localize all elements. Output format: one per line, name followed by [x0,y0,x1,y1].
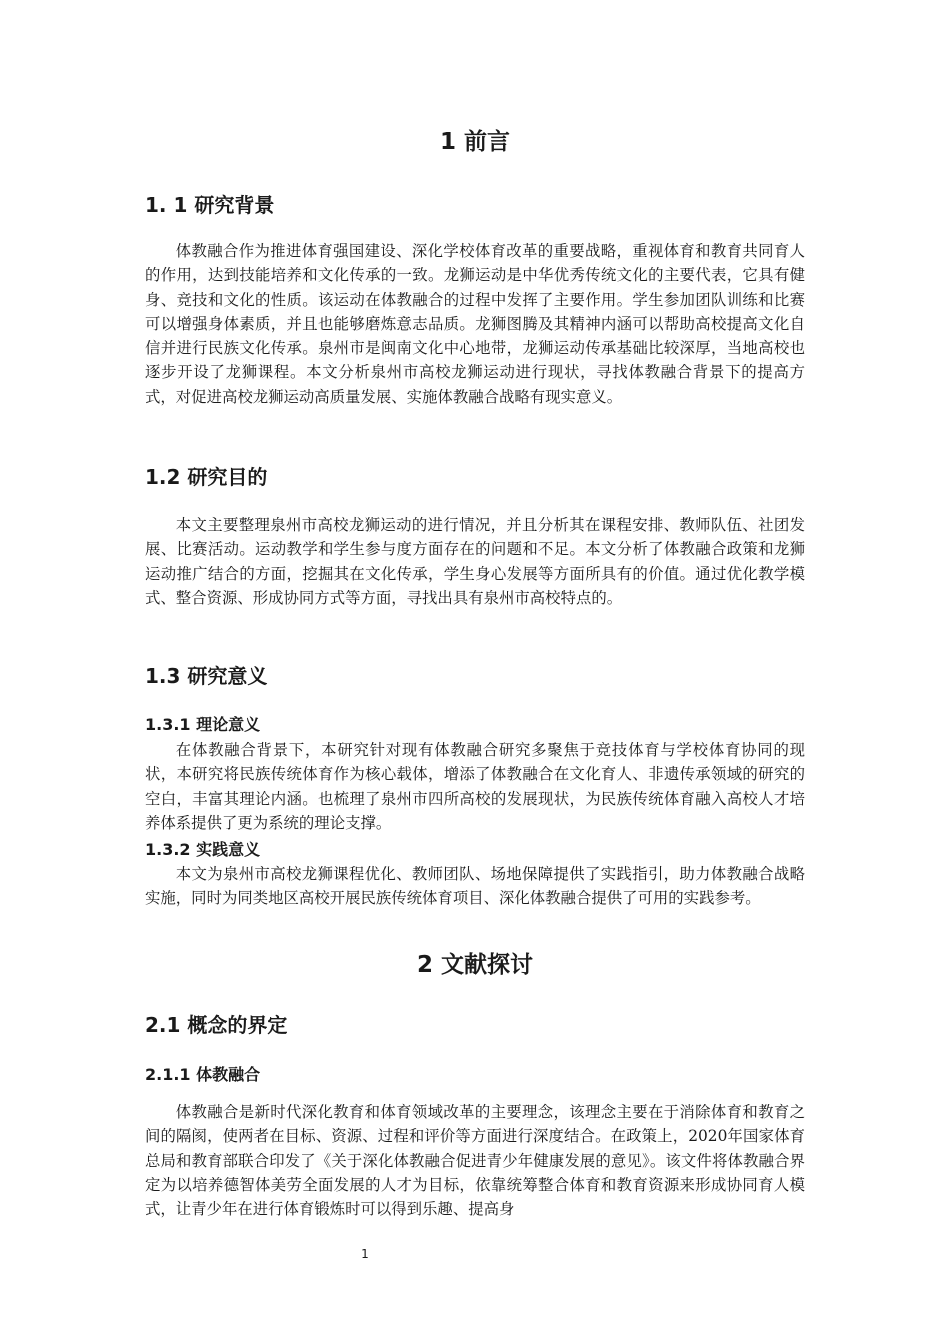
chapter-1-title: 1 前言 [439,129,510,155]
section-2-1-1-title: 2.1.1 体教融合 [145,1065,261,1084]
section-2-1-title: 2.1 概念的界定 [145,1013,288,1037]
section-2-1-1-paragraph: 体教融合是新时代深化教育和体育领域改革的主要理念，该理念主要在于消除体育和教育之间的隔阂，使两者在目标、资源、过程和评价等方面进行深度结合。在政策上，2020年国家体育总局和教育部联合印发了《关于深化体教融合促进青少年健康发展的意见》。该文件将体教融合界定为以培养德智体美劳全面发展的人才为目标，依靠统筹整合体育和教育资源来形成协同育人模式，让青少年在进行体育锻炼时可以得到乐趣、提高身 [145,1103,805,1219]
section-1-3-2-title: 1.3.2 实践意义 [145,840,261,859]
page-number: 1 [361,1247,369,1261]
section-1-1-title: 1. 1 研究背景 [145,193,275,217]
section-1-1-paragraph: 体教融合作为推进体育强国建设、深化学校体育改革的重要战略，重视体育和教育共同育人的作用，达到技能培养和文化传承的一致。龙狮运动是中华优秀传统文化的主要代表，它具有健身、竞技和文化的性质。该运动在体教融合的过程中发挥了主要作用。学生参加团队训练和比赛可以增强身体素质，并且也能够磨炼意志品质。龙狮图腾及其精神内涵可以帮助高校提高文化自信并进行民族文化传承。泉州市是闽南文化中心地带，龙狮运动传承基础比较深厚，当地高校也逐步开设了龙狮课程。本文分析泉州市高校龙狮运动进行现状，寻找体教融合背景下的提高方式，对促进高校龙狮运动高质量发展、实施体教融合战略有现实意义。 [145,242,805,406]
section-1-2-title: 1.2 研究目的 [145,465,268,489]
section-1-2-paragraph: 本文主要整理泉州市高校龙狮运动的进行情况，并且分析其在课程安排、教师队伍、社团发展、比赛活动。运动教学和学生参与度方面存在的问题和不足。本文分析了体教融合政策和龙狮运动推广结合的方面，挖掘其在文化传承，学生身心发展等方面所具有的价值。通过优化教学模式、整合资源、形成协同方式等方面，寻找出具有泉州市高校特点的。 [145,516,805,607]
section-1-3-1-paragraph: 在体教融合背景下，本研究针对现有体教融合研究多聚焦于竞技体育与学校体育协同的现状，本研究将民族传统体育作为核心载体，增添了体教融合在文化育人、非遗传承领域的研究的空白，丰富其理论内涵。也梳理了泉州市四所高校的发展现状，为民族传统体育融入高校人才培养体系提供了更为系统的理论支撑。 [145,741,805,832]
section-1-3-1-title: 1.3.1 理论意义 [145,715,261,734]
chapter-2-title: 2 文献探讨 [416,952,533,978]
section-1-3-2-paragraph: 本文为泉州市高校龙狮课程优化、教师团队、场地保障提供了实践指引，助力体教融合战略实施，同时为同类地区高校开展民族传统体育项目、深化体教融合提供了可用的实践参考。 [145,865,805,908]
section-1-3-title: 1.3 研究意义 [145,664,268,688]
